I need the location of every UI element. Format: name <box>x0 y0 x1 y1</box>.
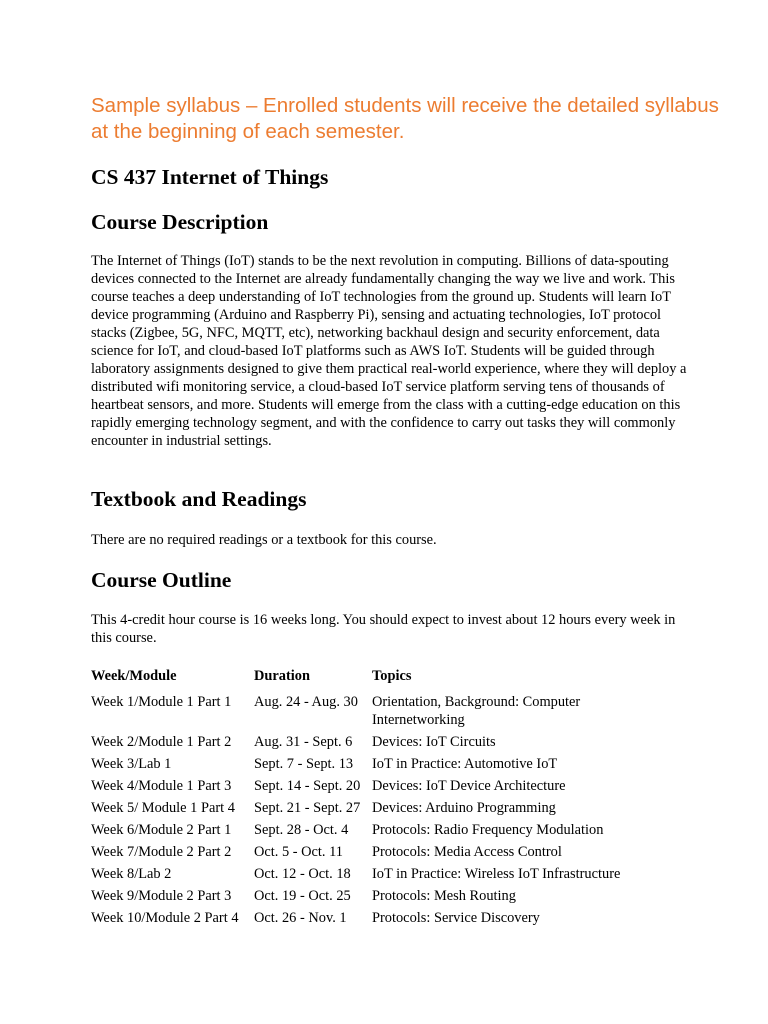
course-title: CS 437 Internet of Things <box>91 165 329 189</box>
week-cell: Week 6/Module 2 Part 1 <box>91 822 232 838</box>
topics-cell: Protocols: Media Access Control <box>372 844 562 860</box>
syllabus-notice: Sample syllabus – Enrolled students will receive the detailed syllabus at the beginning of each semester. <box>91 94 719 143</box>
duration-cell: Oct. 19 - Oct. 25 <box>254 888 351 904</box>
table-row <box>88 841 630 863</box>
course-description-heading: Course Description <box>91 210 269 234</box>
week-cell: Week 10/Module 2 Part 4 <box>91 910 239 926</box>
week-cell: Week 4/Module 1 Part 3 <box>91 778 232 794</box>
week-cell: Week 7/Module 2 Part 2 <box>91 844 232 860</box>
table-row <box>88 775 630 797</box>
topics-cell: Devices: IoT Device Architecture <box>372 778 566 794</box>
topics-cell: Protocols: Mesh Routing <box>372 888 516 904</box>
week-cell: Week 1/Module 1 Part 1 <box>91 694 232 710</box>
duration-cell: Aug. 24 - Aug. 30 <box>254 694 358 710</box>
duration-cell: Aug. 31 - Sept. 6 <box>254 734 353 750</box>
topics-cell: Protocols: Radio Frequency Modulation <box>372 822 604 838</box>
week-cell: Week 3/Lab 1 <box>91 756 172 772</box>
column-header-duration: Duration <box>254 668 310 684</box>
table-row <box>88 907 630 929</box>
duration-cell: Sept. 28 - Oct. 4 <box>254 822 349 838</box>
table-row <box>88 863 630 885</box>
duration-cell: Oct. 26 - Nov. 1 <box>254 910 347 926</box>
week-cell: Week 2/Module 1 Part 2 <box>91 734 232 750</box>
table-row <box>88 797 630 819</box>
topics-cell: Devices: IoT Circuits <box>372 734 496 750</box>
topics-cell: IoT in Practice: Automotive IoT <box>372 756 558 772</box>
topics-cell: IoT in Practice: Wireless IoT Infrastructure <box>372 866 621 882</box>
course-outline-text: This 4-credit hour course is 16 weeks long. You should expect to invest about 12 hours every week in this course. <box>91 612 676 646</box>
duration-cell: Oct. 5 - Oct. 11 <box>254 844 343 860</box>
topics-cell: Protocols: Service Discovery <box>372 910 540 926</box>
table-row <box>88 885 630 907</box>
week-cell: Week 5/ Module 1 Part 4 <box>91 800 235 816</box>
column-header-week: Week/Module <box>91 668 177 684</box>
table-row <box>88 731 630 753</box>
course-outline-heading: Course Outline <box>91 568 232 592</box>
textbook-text: There are no required readings or a textbook for this course. <box>91 532 437 548</box>
week-cell: Week 9/Module 2 Part 3 <box>91 888 232 904</box>
topics-cell: Orientation, Background: Computer Internetworking <box>372 694 581 728</box>
duration-cell: Sept. 7 - Sept. 13 <box>254 756 354 772</box>
duration-cell: Sept. 21 - Sept. 27 <box>254 800 361 816</box>
course-description-text: The Internet of Things (IoT) stands to be the next revolution in computing. Billions of data-spouting devices connected to the Internet are already fundamentally changing the way we live and work. This course teaches a deep understanding of IoT technologies from the ground up. Students will learn IoT device programming (Arduino and Raspberry Pi), sensing and actuating technologies, IoT protocol stacks (Zigbee, 5G, NFC, MQTT, etc), networking backhaul design and security enforcement, data science for IoT, and cloud-based IoT platforms such as AWS IoT. Students will be guided through laboratory assignments designed to give them practical real-world experience, where they will deploy a distributed wifi monitoring service, a cloud-based IoT service platform serving tens of thousands of heartbeat sensors, and more. Students will emerge from the class with a cutting-edge education on this rapidly emerging technology segment, and with the confidence to carry out tasks they will commonly encounter in industrial settings. <box>91 253 687 449</box>
topics-cell: Devices: Arduino Programming <box>372 800 556 816</box>
table-header-row <box>88 665 630 691</box>
table-row <box>88 819 630 841</box>
duration-cell: Oct. 12 - Oct. 18 <box>254 866 351 882</box>
column-header-topics: Topics <box>372 668 412 684</box>
course-schedule-table <box>88 665 630 929</box>
table-row <box>88 691 630 731</box>
table-row <box>88 753 630 775</box>
duration-cell: Sept. 14 - Sept. 20 <box>254 778 361 794</box>
week-cell: Week 8/Lab 2 <box>91 866 172 882</box>
textbook-heading: Textbook and Readings <box>91 487 307 511</box>
